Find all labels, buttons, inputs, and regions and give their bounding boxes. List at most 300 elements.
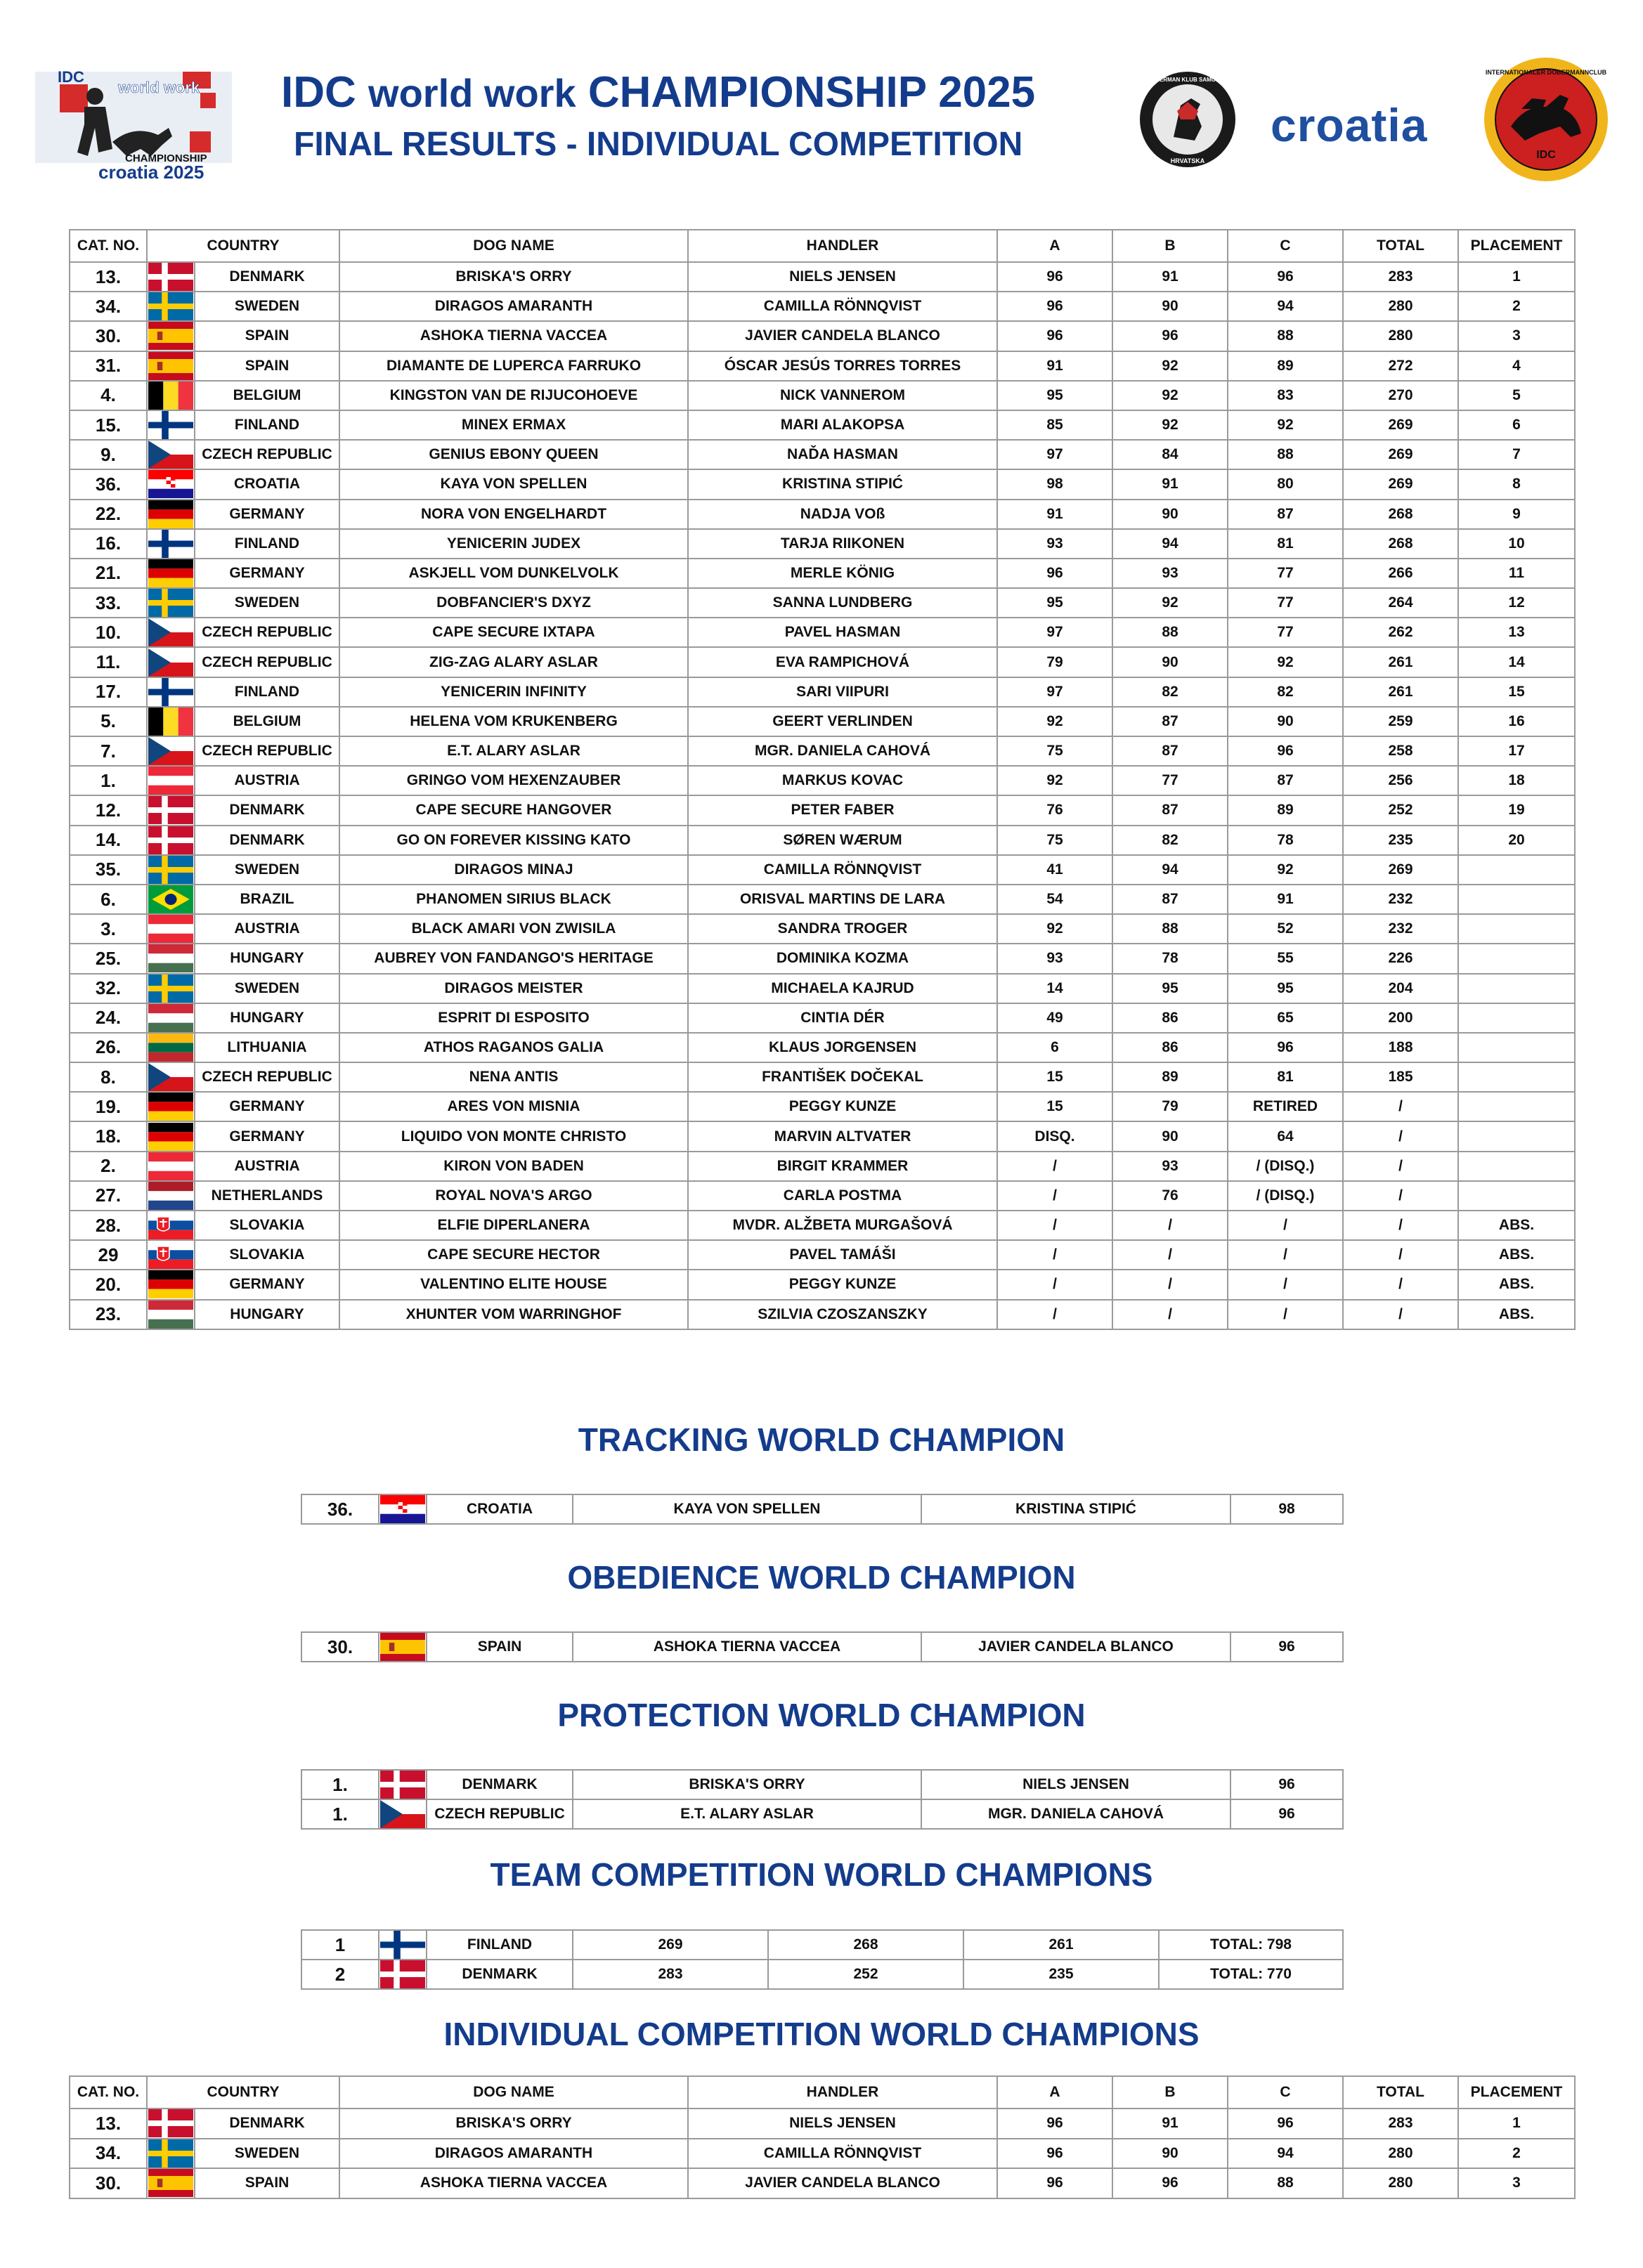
score-b-cell: 90 — [1112, 647, 1228, 677]
handler-cell: CAMILLA RÖNNQVIST — [688, 2139, 997, 2169]
flag-cell — [147, 321, 195, 351]
flag-cell — [379, 1930, 427, 1960]
score-b-cell: 91 — [1112, 469, 1228, 499]
score-a-cell: / — [997, 1300, 1112, 1329]
table-row — [70, 1181, 1575, 1211]
score-a-cell: / — [997, 1270, 1112, 1299]
placement-cell: 3 — [1458, 2168, 1575, 2198]
country-cell: CZECH REPUBLIC — [195, 647, 339, 677]
dog-name-cell: ASHOKA TIERNA VACCEA — [339, 2168, 688, 2198]
score-b-cell: 92 — [1112, 381, 1228, 410]
flag-cell — [147, 2109, 195, 2139]
handler-cell: GEERT VERLINDEN — [688, 707, 997, 736]
handler-cell: KRISTINA STIPIĆ — [688, 469, 997, 499]
flag-cell — [147, 529, 195, 559]
dog-name-cell: ZIG-ZAG ALARY ASLAR — [339, 647, 688, 677]
score-a-cell: 15 — [997, 1092, 1112, 1121]
flag-germany-icon — [148, 559, 193, 587]
table-row — [70, 1033, 1575, 1062]
total-cell: 200 — [1343, 1003, 1458, 1033]
score-a-cell: 98 — [997, 469, 1112, 499]
country-cell: CZECH REPUBLIC — [195, 736, 339, 766]
individual-title: INDIVIDUAL COMPETITION WORLD CHAMPIONS — [443, 2016, 1200, 2052]
flag-denmark-icon — [148, 2109, 193, 2137]
score-b-cell: 95 — [1112, 974, 1228, 1003]
cat-no-cell: 1. — [301, 1770, 379, 1799]
score-a-cell: 92 — [997, 707, 1112, 736]
flag-czech-icon — [148, 737, 193, 765]
title-suffix: CHAMPIONSHIP 2025 — [587, 68, 1036, 117]
score-a-cell: 54 — [997, 885, 1112, 914]
placement-cell: 2 — [1458, 2139, 1575, 2169]
individual-table — [69, 2075, 1576, 2199]
handler-cell: ORISVAL MARTINS DE LARA — [688, 885, 997, 914]
handler-cell: MARKUS KOVAC — [688, 766, 997, 795]
dog-name-cell: DIRAGOS MINAJ — [339, 855, 688, 885]
total-cell: 269 — [1343, 855, 1458, 885]
flag-austria-icon — [148, 767, 193, 795]
handler-cell: NADJA VOß — [688, 500, 997, 529]
handler-cell: MGR. DANIELA CAHOVÁ — [921, 1799, 1230, 1829]
idc-badge — [1483, 56, 1609, 183]
handler-cell: NICK VANNEROM — [688, 381, 997, 410]
country-cell: DENMARK — [427, 1960, 573, 1989]
total-cell: 204 — [1343, 974, 1458, 1003]
placement-cell — [1458, 1152, 1575, 1181]
handler-cell: FRANTIŠEK DOČEKAL — [688, 1062, 997, 1092]
cat-no-cell: 30. — [70, 321, 147, 351]
svg-text:IDC: IDC — [58, 68, 84, 86]
score-b-cell: 87 — [1112, 885, 1228, 914]
score-b-cell: 87 — [1112, 795, 1228, 825]
placement-cell: 1 — [1458, 2109, 1575, 2139]
handler-cell: EVA RAMPICHOVÁ — [688, 647, 997, 677]
placement-cell: 1 — [1458, 262, 1575, 292]
flag-cell — [147, 1300, 195, 1329]
svg-text:IDC: IDC — [1536, 149, 1556, 161]
cat-no-cell: 13. — [70, 262, 147, 292]
score-b-cell: / — [1112, 1240, 1228, 1270]
flag-cell — [147, 1003, 195, 1033]
dog-name-cell: DIRAGOS AMARANTH — [339, 2139, 688, 2169]
country-cell: SWEDEN — [195, 588, 339, 618]
score-a-cell: 96 — [997, 2109, 1112, 2139]
country-cell: CZECH REPUBLIC — [195, 618, 339, 647]
cat-no-cell: 16. — [70, 529, 147, 559]
dog-name-cell: ATHOS RAGANOS GALIA — [339, 1033, 688, 1062]
placement-cell — [1458, 944, 1575, 973]
score-c-cell: / (DISQ.) — [1228, 1181, 1343, 1211]
total-cell: 264 — [1343, 588, 1458, 618]
placement-cell: 2 — [1458, 292, 1575, 321]
dog-name-cell: CAPE SECURE IXTAPA — [339, 618, 688, 647]
score-a-cell: DISQ. — [997, 1121, 1112, 1151]
flag-cell — [147, 351, 195, 381]
cat-no-cell: 26. — [70, 1033, 147, 1062]
flag-czech-icon — [148, 618, 193, 646]
table-row — [70, 410, 1575, 440]
score-c-cell: 96 — [1228, 2109, 1343, 2139]
flag-cell — [147, 381, 195, 410]
flag-cell — [379, 1770, 427, 1799]
score-c-cell: / — [1228, 1240, 1343, 1270]
score-b-cell: 78 — [1112, 944, 1228, 973]
col-placement: PLACEMENT — [1458, 230, 1575, 262]
score-c-cell: 81 — [1228, 1062, 1343, 1092]
doberman-klub-badge — [1138, 70, 1237, 169]
score-b-cell: / — [1112, 1270, 1228, 1299]
score-c-cell: 94 — [1228, 2139, 1343, 2169]
placement-cell — [1458, 885, 1575, 914]
cat-no-cell: 9. — [70, 440, 147, 469]
flag-cell — [147, 1181, 195, 1211]
handler-cell: CINTIA DÉR — [688, 1003, 997, 1033]
score-b-cell: 94 — [1112, 855, 1228, 885]
score-c-cell: 91 — [1228, 885, 1343, 914]
cat-no-cell: 31. — [70, 351, 147, 381]
table-row — [70, 500, 1575, 529]
score-c-cell: 88 — [1228, 321, 1343, 351]
cat-no-cell: 3. — [70, 914, 147, 944]
total-cell: / — [1343, 1240, 1458, 1270]
handler-cell: SZILVIA CZOSZANSZKY — [688, 1300, 997, 1329]
svg-text:croatia 2025: croatia 2025 — [98, 162, 204, 183]
score-b-cell: 91 — [1112, 2109, 1228, 2139]
table-row — [70, 1003, 1575, 1033]
score-b-cell: 88 — [1112, 618, 1228, 647]
total-cell: 226 — [1343, 944, 1458, 973]
col-dog-name: DOG NAME — [339, 230, 688, 262]
score-c-cell: 95 — [1228, 974, 1343, 1003]
country-cell: FINLAND — [195, 677, 339, 707]
dog-name-cell: KAYA VON SPELLEN — [339, 469, 688, 499]
handler-cell: JAVIER CANDELA BLANCO — [921, 1632, 1230, 1662]
cat-no-cell: 27. — [70, 1181, 147, 1211]
handler-cell: JAVIER CANDELA BLANCO — [688, 321, 997, 351]
dog-name-cell: DOBFANCIER'S DXYZ — [339, 588, 688, 618]
page-header — [0, 0, 1643, 211]
cat-no-cell: 30. — [301, 1632, 379, 1662]
placement-cell: 4 — [1458, 351, 1575, 381]
score-c-cell: / — [1228, 1270, 1343, 1299]
svg-text:CHAMPIONSHIP: CHAMPIONSHIP — [125, 152, 207, 164]
flag-cell — [147, 292, 195, 321]
flag-cell — [147, 766, 195, 795]
score-a-cell: / — [997, 1152, 1112, 1181]
dog-name-cell: KAYA VON SPELLEN — [573, 1494, 921, 1524]
handler-cell: NAĎA HASMAN — [688, 440, 997, 469]
total-cell: / — [1343, 1181, 1458, 1211]
table-row — [70, 2139, 1575, 2169]
score-c-cell: 96 — [1228, 262, 1343, 292]
table-row — [70, 559, 1575, 588]
flag-cell — [147, 500, 195, 529]
score-a-cell: 97 — [997, 618, 1112, 647]
dog-name-cell: PHANOMEN SIRIUS BLACK — [339, 885, 688, 914]
flag-cell — [147, 1211, 195, 1240]
svg-text:world work: world work — [118, 79, 200, 96]
score-b-cell: 96 — [1112, 2168, 1228, 2198]
dog-name-cell: GO ON FOREVER KISSING KATO — [339, 826, 688, 855]
handler-cell: PETER FABER — [688, 795, 997, 825]
score-a-cell: / — [997, 1181, 1112, 1211]
title-prefix: IDC — [281, 68, 356, 117]
flag-cell — [147, 914, 195, 944]
total-cell: / — [1343, 1300, 1458, 1329]
total-cell: 283 — [1343, 262, 1458, 292]
score-b-cell: 94 — [1112, 529, 1228, 559]
country-cell: DENMARK — [195, 826, 339, 855]
croatia-wordmark: croatia — [1271, 99, 1428, 151]
score-a-cell: 75 — [997, 736, 1112, 766]
cat-no-cell: 32. — [70, 974, 147, 1003]
cat-no-cell: 15. — [70, 410, 147, 440]
flag-cell — [147, 1062, 195, 1092]
table-row — [70, 1300, 1575, 1329]
score-c-cell: 87 — [1228, 766, 1343, 795]
dog-name-cell: GRINGO VOM HEXENZAUBER — [339, 766, 688, 795]
total-cell: 280 — [1343, 2139, 1458, 2169]
table-row — [70, 647, 1575, 677]
cat-no-cell: 11. — [70, 647, 147, 677]
cat-no-cell: 23. — [70, 1300, 147, 1329]
score-c-cell: / — [1228, 1300, 1343, 1329]
country-cell: BELGIUM — [195, 381, 339, 410]
table-row — [70, 1152, 1575, 1181]
dog-name-cell: HELENA VOM KRUKENBERG — [339, 707, 688, 736]
score-c-cell: 77 — [1228, 588, 1343, 618]
score-cell: 96 — [1230, 1632, 1343, 1662]
results-table — [69, 229, 1576, 1330]
flag-cell — [147, 885, 195, 914]
country-cell: GERMANY — [195, 500, 339, 529]
score-c-cell: 82 — [1228, 677, 1343, 707]
table-row — [70, 826, 1575, 855]
flag-denmark-icon — [380, 1960, 425, 1988]
total-cell: 269 — [1343, 469, 1458, 499]
score-c-cell: RETIRED — [1228, 1092, 1343, 1121]
total-cell: 269 — [1343, 440, 1458, 469]
flag-finland-icon — [148, 411, 193, 439]
cat-no-cell: 6. — [70, 885, 147, 914]
score-a-cell: 96 — [997, 292, 1112, 321]
cat-no-cell: 22. — [70, 500, 147, 529]
total-cell: / — [1343, 1211, 1458, 1240]
team-score-cell: 268 — [768, 1930, 963, 1960]
cat-no-cell: 14. — [70, 826, 147, 855]
placement-cell: 11 — [1458, 559, 1575, 588]
country-cell: CZECH REPUBLIC — [427, 1799, 573, 1829]
flag-belgium-icon — [148, 382, 193, 410]
flag-cell — [379, 1799, 427, 1829]
handler-cell: KLAUS JORGENSEN — [688, 1033, 997, 1062]
country-cell: SPAIN — [427, 1632, 573, 1662]
score-a-cell: 75 — [997, 826, 1112, 855]
handler-cell: SØREN WÆRUM — [688, 826, 997, 855]
flag-cell — [147, 677, 195, 707]
flag-hungary-icon — [148, 944, 193, 972]
team-score-cell: 283 — [573, 1960, 768, 1989]
dog-name-cell: BRISKA'S ORRY — [573, 1770, 921, 1799]
flag-brazil-icon — [148, 885, 193, 913]
dog-name-cell: ASHOKA TIERNA VACCEA — [339, 321, 688, 351]
score-c-cell: 92 — [1228, 410, 1343, 440]
cat-no-cell: 18. — [70, 1121, 147, 1151]
dog-name-cell: CAPE SECURE HECTOR — [339, 1240, 688, 1270]
flag-cell — [147, 440, 195, 469]
cat-no-cell: 34. — [70, 292, 147, 321]
dog-name-cell: VALENTINO ELITE HOUSE — [339, 1270, 688, 1299]
cat-no-cell: 7. — [70, 736, 147, 766]
country-cell: SLOVAKIA — [195, 1211, 339, 1240]
country-cell: AUSTRIA — [195, 914, 339, 944]
dog-name-cell: BLACK AMARI VON ZWISILA — [339, 914, 688, 944]
flag-belgium-icon — [148, 708, 193, 736]
team-total-cell: TOTAL: 770 — [1159, 1960, 1343, 1989]
flag-cell — [147, 2168, 195, 2198]
flag-spain-icon — [148, 352, 193, 380]
country-cell: SPAIN — [195, 321, 339, 351]
placement-cell: 7 — [1458, 440, 1575, 469]
country-cell: NETHERLANDS — [195, 1181, 339, 1211]
col-handler: HANDLER — [688, 230, 997, 262]
placement-cell — [1458, 1121, 1575, 1151]
total-cell: 232 — [1343, 914, 1458, 944]
placement-cell: 20 — [1458, 826, 1575, 855]
handler-cell: SARI VIIPURI — [688, 677, 997, 707]
placement-cell: 17 — [1458, 736, 1575, 766]
country-cell: DENMARK — [195, 795, 339, 825]
flag-cell — [147, 588, 195, 618]
score-a-cell: 97 — [997, 677, 1112, 707]
col-placement: PLACEMENT — [1458, 2076, 1575, 2109]
score-c-cell: 92 — [1228, 647, 1343, 677]
placement-cell: 18 — [1458, 766, 1575, 795]
championship-logo — [28, 58, 239, 184]
table-row — [70, 1092, 1575, 1121]
flag-finland-icon — [380, 1931, 425, 1959]
total-cell: 272 — [1343, 351, 1458, 381]
country-cell: SWEDEN — [195, 974, 339, 1003]
score-b-cell: 92 — [1112, 588, 1228, 618]
country-cell: FINLAND — [195, 529, 339, 559]
country-cell: SWEDEN — [195, 2139, 339, 2169]
table-row — [70, 2109, 1575, 2139]
dog-name-cell: CAPE SECURE HANGOVER — [339, 795, 688, 825]
flag-cell — [147, 2139, 195, 2169]
total-cell: 280 — [1343, 2168, 1458, 2198]
team-score-cell: 252 — [768, 1960, 963, 1989]
score-b-cell: 92 — [1112, 351, 1228, 381]
flag-cell — [147, 944, 195, 973]
score-a-cell: 79 — [997, 647, 1112, 677]
score-b-cell: 96 — [1112, 321, 1228, 351]
placement-cell — [1458, 1062, 1575, 1092]
handler-cell: PEGGY KUNZE — [688, 1270, 997, 1299]
flag-sweden-icon — [148, 2139, 193, 2168]
cat-no-cell: 24. — [70, 1003, 147, 1033]
country-cell: SLOVAKIA — [195, 1240, 339, 1270]
score-b-cell: 88 — [1112, 914, 1228, 944]
score-c-cell: 81 — [1228, 529, 1343, 559]
total-cell: 261 — [1343, 677, 1458, 707]
score-c-cell: 92 — [1228, 855, 1343, 885]
table-row — [70, 262, 1575, 292]
score-c-cell: / — [1228, 1211, 1343, 1240]
score-a-cell: 93 — [997, 529, 1112, 559]
flag-hungary-icon — [148, 1004, 193, 1032]
table-row — [70, 1211, 1575, 1240]
cat-no-cell: 28. — [70, 1211, 147, 1240]
score-cell: 96 — [1230, 1770, 1343, 1799]
score-b-cell: 89 — [1112, 1062, 1228, 1092]
score-b-cell: 82 — [1112, 826, 1228, 855]
total-cell: 268 — [1343, 500, 1458, 529]
table-row — [70, 855, 1575, 885]
score-c-cell: 90 — [1228, 707, 1343, 736]
handler-cell: PEGGY KUNZE — [688, 1092, 997, 1121]
flag-cell — [147, 469, 195, 499]
placement-cell: 10 — [1458, 529, 1575, 559]
total-cell: 280 — [1343, 292, 1458, 321]
table-row — [301, 1494, 1343, 1524]
score-b-cell: 77 — [1112, 766, 1228, 795]
rank-cell: 2 — [301, 1960, 379, 1989]
table-row — [301, 1960, 1343, 1989]
placement-cell: 8 — [1458, 469, 1575, 499]
flag-cell — [147, 1121, 195, 1151]
score-cell: 96 — [1230, 1799, 1343, 1829]
score-a-cell: 92 — [997, 766, 1112, 795]
dog-name-cell: E.T. ALARY ASLAR — [573, 1799, 921, 1829]
placement-cell: 3 — [1458, 321, 1575, 351]
country-cell: CROATIA — [427, 1494, 573, 1524]
col-b: B — [1112, 230, 1228, 262]
country-cell: FINLAND — [427, 1930, 573, 1960]
dog-name-cell: NORA VON ENGELHARDT — [339, 500, 688, 529]
cat-no-cell: 12. — [70, 795, 147, 825]
score-a-cell: 15 — [997, 1062, 1112, 1092]
table-row — [70, 736, 1575, 766]
dog-name-cell: DIRAGOS MEISTER — [339, 974, 688, 1003]
flag-sweden-icon — [148, 856, 193, 884]
flag-cell — [147, 795, 195, 825]
handler-cell: JAVIER CANDELA BLANCO — [688, 2168, 997, 2198]
col-handler: HANDLER — [688, 2076, 997, 2109]
individual-header-row — [70, 2076, 1575, 2109]
total-cell: / — [1343, 1092, 1458, 1121]
total-cell: 266 — [1343, 559, 1458, 588]
score-b-cell: 90 — [1112, 1121, 1228, 1151]
table-row — [70, 885, 1575, 914]
table-row — [70, 677, 1575, 707]
table-row — [70, 1062, 1575, 1092]
country-cell: DENMARK — [195, 262, 339, 292]
flag-czech-icon — [380, 1800, 425, 1828]
placement-cell: 16 — [1458, 707, 1575, 736]
total-cell: 269 — [1343, 410, 1458, 440]
col-cat-no: CAT. NO. — [70, 2076, 147, 2109]
score-a-cell: 95 — [997, 588, 1112, 618]
handler-cell: NIELS JENSEN — [921, 1770, 1230, 1799]
score-a-cell: 6 — [997, 1033, 1112, 1062]
total-cell: 235 — [1343, 826, 1458, 855]
dog-name-cell: KINGSTON VAN DE RIJUCOHOEVE — [339, 381, 688, 410]
flag-netherlands-icon — [148, 1182, 193, 1210]
table-row — [301, 1930, 1343, 1960]
table-row — [70, 707, 1575, 736]
cat-no-cell: 36. — [70, 469, 147, 499]
